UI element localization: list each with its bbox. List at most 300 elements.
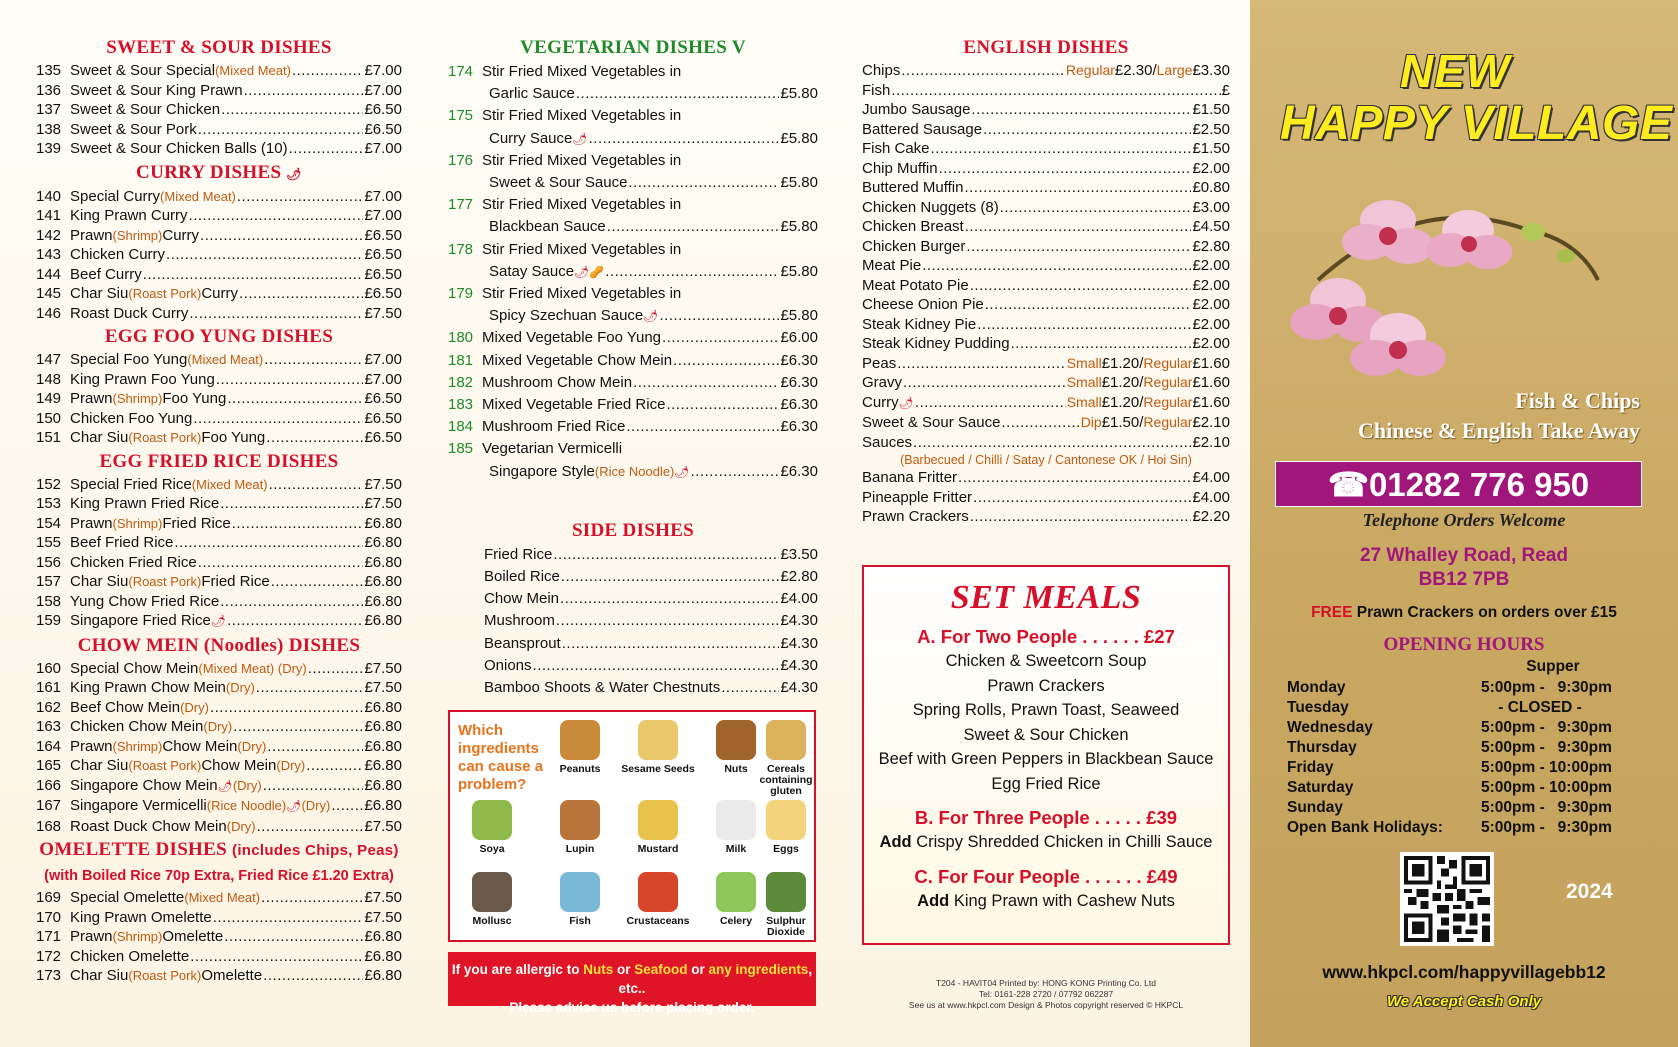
item-name: Stir Fried Mixed Vegetables in bbox=[482, 63, 682, 80]
menu-item-row[interactable] bbox=[36, 966, 402, 986]
item-number: 166 bbox=[36, 776, 62, 794]
item-name: Beansprout bbox=[484, 634, 561, 652]
item-price: £4.00 bbox=[1192, 488, 1230, 506]
fried-rice-title: EGG FRIED RICE DISHES bbox=[99, 450, 339, 472]
menu-item-row[interactable] bbox=[36, 698, 402, 718]
item-name: Chicken Curry bbox=[70, 246, 166, 263]
item-price: £6.80 bbox=[364, 947, 402, 965]
item-number: 165 bbox=[36, 757, 62, 774]
menu-item-row[interactable] bbox=[36, 737, 402, 757]
time-label: - CLOSED - bbox=[1481, 699, 1582, 716]
menu-item-row[interactable] bbox=[862, 256, 1230, 276]
item-price: £1.50 bbox=[1192, 140, 1230, 157]
item-number: 137 bbox=[36, 101, 62, 118]
menu-item-row[interactable] bbox=[36, 370, 402, 390]
menu-item-row[interactable] bbox=[448, 61, 818, 83]
menu-item-row[interactable] bbox=[862, 354, 1230, 374]
menu-item-row[interactable] bbox=[448, 150, 818, 172]
foo-yung-title: EGG FOO YUNG DISHES bbox=[104, 326, 334, 347]
item-name: Meat Potato Pie bbox=[862, 276, 969, 294]
menu-item-row[interactable] bbox=[862, 159, 1230, 179]
item-note: (Rice Noodle) bbox=[594, 463, 675, 479]
menu-item-row[interactable] bbox=[36, 428, 402, 448]
item-name-suffix: Omelette bbox=[201, 967, 263, 984]
item-name: Prawn bbox=[70, 514, 113, 532]
menu-item-row[interactable] bbox=[36, 817, 402, 837]
allergen-sulphur-dioxide bbox=[756, 872, 816, 938]
dot-leader bbox=[193, 409, 363, 429]
dot-leader bbox=[308, 659, 364, 679]
menu-item-row[interactable] bbox=[448, 283, 818, 305]
menu-item-row[interactable] bbox=[36, 494, 402, 514]
item-price: £2.10 bbox=[1192, 433, 1230, 451]
menu-item-row[interactable] bbox=[36, 717, 402, 737]
dot-leader bbox=[174, 533, 363, 553]
item-name: Special Chow Mein bbox=[70, 659, 199, 677]
item-name: Onions bbox=[484, 656, 532, 674]
set-meal-a-line: Prawn Crackers bbox=[987, 676, 1105, 695]
dot-leader bbox=[227, 389, 363, 409]
item-price: £6.50 bbox=[364, 265, 402, 283]
menu-item-row[interactable] bbox=[36, 908, 402, 928]
menu-item-row[interactable] bbox=[36, 61, 402, 81]
menu-item-row[interactable] bbox=[448, 394, 818, 416]
item-name: Mixed Vegetable Chow Mein bbox=[482, 351, 673, 369]
menu-item-row[interactable] bbox=[36, 776, 402, 797]
menu-item-row[interactable] bbox=[862, 393, 1230, 414]
item-note: (Roast Pork) bbox=[128, 574, 202, 589]
dot-leader bbox=[626, 416, 779, 438]
menu-item-row[interactable] bbox=[448, 633, 818, 655]
menu-item-row[interactable] bbox=[862, 237, 1230, 257]
set-meal-a-line: Spring Rolls, Prawn Toast, Seaweed bbox=[912, 701, 1180, 719]
item-name: Bamboo Shoots & Water Chestnuts bbox=[484, 679, 721, 697]
allergen-icon bbox=[472, 872, 512, 912]
item-price: £6.80 bbox=[364, 797, 402, 814]
english-title: ENGLISH DISHES bbox=[963, 37, 1129, 58]
item-price: £4.00 bbox=[780, 590, 818, 608]
item-name: Boiled Rice bbox=[484, 568, 560, 586]
curry-list bbox=[36, 187, 402, 324]
item-name-suffix: Foo Yung bbox=[162, 390, 227, 407]
dot-leader bbox=[721, 677, 779, 699]
dot-leader bbox=[292, 61, 364, 81]
item-name: Special Curry bbox=[70, 187, 161, 205]
item-name: Buttered Muffin bbox=[862, 179, 964, 196]
menu-item-row[interactable] bbox=[862, 276, 1230, 296]
item-note: (Shrimp) bbox=[112, 929, 163, 944]
day-label: Saturday bbox=[1287, 779, 1354, 796]
item-price: £7.50 bbox=[364, 679, 402, 696]
menu-item-row[interactable] bbox=[448, 105, 818, 127]
supper-label: Supper bbox=[1526, 658, 1580, 675]
item-number: 147 bbox=[36, 351, 62, 368]
dot-leader bbox=[958, 468, 1191, 488]
item-price: £7.00 bbox=[364, 140, 402, 157]
size-label: Small bbox=[1066, 393, 1102, 410]
allergen-label: Sulphur Dioxide bbox=[766, 915, 806, 938]
menu-item-row[interactable] bbox=[36, 659, 402, 679]
menu-item-row[interactable] bbox=[36, 678, 402, 698]
item-note: (Shrimp) bbox=[112, 738, 163, 754]
size-label: Regular bbox=[1065, 62, 1115, 78]
set-meal-a-heading: A. For Two People . . . . . . £27 bbox=[917, 626, 1175, 647]
item-price: £5.80 bbox=[780, 218, 818, 236]
opening-hours-title: OPENING HOURS bbox=[1383, 634, 1545, 655]
menu-item-row[interactable] bbox=[36, 514, 402, 534]
menu-item-row[interactable] bbox=[448, 566, 818, 588]
item-name: Prawn bbox=[70, 737, 113, 755]
item-price: £1.60 bbox=[1192, 354, 1230, 372]
dot-leader bbox=[239, 284, 363, 304]
menu-item-row[interactable] bbox=[862, 178, 1230, 198]
item-note: (Roast Pork) bbox=[128, 286, 202, 301]
item-price: £7.00 bbox=[364, 370, 402, 388]
chili-icon: 🌶 bbox=[572, 131, 588, 146]
dot-leader bbox=[576, 83, 780, 105]
allergen-sesame-seeds bbox=[616, 720, 700, 775]
menu-item-row[interactable] bbox=[448, 610, 818, 632]
menu-item-row[interactable] bbox=[862, 120, 1230, 140]
allergen-label: Milk bbox=[725, 843, 747, 855]
allergen-fish bbox=[538, 872, 622, 927]
menu-item-row-cont[interactable] bbox=[448, 461, 818, 483]
menu-item-row[interactable] bbox=[862, 488, 1230, 508]
menu-item-row[interactable] bbox=[36, 245, 402, 265]
menu-item-row[interactable] bbox=[448, 544, 818, 566]
item-number: 135 bbox=[36, 62, 62, 79]
set-meal-a-line: Egg Fried Rice bbox=[991, 774, 1101, 793]
menu-item-row[interactable] bbox=[36, 553, 402, 573]
item-name-suffix: Satay Sauce bbox=[489, 262, 575, 280]
menu-item-row[interactable] bbox=[36, 611, 402, 632]
item-number: 173 bbox=[36, 967, 62, 984]
item-name: Pineapple Fritter bbox=[862, 488, 973, 506]
menu-item-row[interactable] bbox=[36, 927, 402, 947]
item-number: 168 bbox=[36, 817, 62, 835]
size-separator: / bbox=[1139, 354, 1144, 372]
menu-item-row[interactable] bbox=[862, 413, 1230, 433]
menu-item-row-cont[interactable] bbox=[448, 172, 818, 194]
item-name: Sauces bbox=[862, 433, 913, 451]
dot-leader bbox=[628, 172, 779, 194]
item-number: 171 bbox=[36, 928, 62, 945]
item-price: £6.80 bbox=[364, 553, 402, 571]
allergen-label: Lupin bbox=[565, 843, 595, 855]
set-meal-b-heading: B. For Three People . . . . . £39 bbox=[914, 807, 1178, 828]
item-name: Singapore Vermicelli bbox=[70, 797, 207, 814]
item-note: (Dry) bbox=[232, 777, 262, 793]
allergen-icon bbox=[638, 720, 678, 760]
item-note: (Mixed Meat) bbox=[187, 352, 264, 367]
menu-item-row[interactable] bbox=[862, 61, 1230, 81]
item-price: £2.50 bbox=[1192, 120, 1230, 138]
item-price: £7.50 bbox=[364, 889, 402, 906]
menu-item-row[interactable] bbox=[448, 655, 818, 677]
dot-leader bbox=[233, 717, 363, 737]
menu-item-row[interactable] bbox=[862, 507, 1230, 527]
size-separator: / bbox=[1139, 393, 1144, 411]
item-note: (Mixed Meat) (Dry) bbox=[198, 660, 307, 676]
menu-item-row[interactable] bbox=[448, 588, 818, 610]
menu-item-row[interactable] bbox=[448, 677, 818, 699]
menu-item-row[interactable] bbox=[36, 888, 402, 908]
item-number: 167 bbox=[36, 797, 62, 814]
item-name: Beef Fried Rice bbox=[70, 534, 174, 551]
item-price: £6.50 bbox=[364, 226, 402, 244]
item-name: Fish bbox=[862, 81, 891, 99]
item-name: Chips bbox=[862, 62, 901, 79]
item-number: 161 bbox=[36, 679, 62, 696]
item-price: £6.80 bbox=[364, 757, 402, 774]
item-note: (Shrimp) bbox=[112, 227, 163, 243]
allergen-mollusc bbox=[450, 872, 534, 927]
logo-happy-village: HAPPY VILLAGE bbox=[1280, 97, 1673, 150]
chili-icon: 🌶 bbox=[286, 166, 302, 181]
allergen-eggs bbox=[756, 800, 816, 855]
allergen-icon bbox=[560, 800, 600, 840]
item-price: £6.80 bbox=[364, 514, 402, 532]
item-name-suffix: Garlic Sauce bbox=[489, 85, 575, 103]
dot-leader bbox=[269, 475, 364, 495]
item-price: £1.50 bbox=[1192, 101, 1230, 118]
menu-item-row-cont[interactable] bbox=[448, 83, 818, 105]
item-note: (Roast Pork) bbox=[128, 430, 202, 445]
menu-item-row[interactable] bbox=[36, 475, 402, 495]
menu-item-row[interactable] bbox=[36, 350, 402, 370]
omelette-title-note: (includes Chips, Peas) bbox=[232, 842, 399, 859]
item-price: £6.80 bbox=[364, 698, 402, 716]
dot-leader bbox=[965, 217, 1192, 237]
allergen-label: Crustaceans bbox=[626, 915, 690, 927]
item-note: (Dry) bbox=[203, 719, 233, 734]
item-price: £6.30 bbox=[780, 373, 818, 391]
item-note: (Shrimp) bbox=[112, 515, 163, 531]
menu-item-row-cont[interactable] bbox=[448, 305, 818, 327]
item-name: Beef Chow Mein bbox=[70, 698, 181, 716]
item-price: £6.00 bbox=[780, 329, 818, 347]
dot-leader bbox=[897, 354, 1065, 374]
address-postcode: BB12 7PB bbox=[1418, 569, 1510, 590]
dot-leader bbox=[200, 226, 363, 246]
dot-leader bbox=[216, 370, 364, 390]
item-note: (Dry) bbox=[180, 699, 209, 715]
dot-leader bbox=[560, 588, 779, 610]
item-name: Battered Sausage bbox=[862, 120, 983, 138]
chili-icon: 🌶 bbox=[674, 464, 690, 479]
item-number: 153 bbox=[36, 495, 62, 512]
item-name: Chow Mein bbox=[484, 590, 560, 608]
menu-item-row-cont[interactable] bbox=[448, 261, 818, 283]
item-name: Sweet & Sour King Prawn bbox=[70, 81, 243, 99]
item-price: £7.50 bbox=[364, 659, 402, 677]
item-name: Chicken Fried Rice bbox=[70, 553, 197, 571]
dot-leader bbox=[891, 81, 1220, 101]
year-label: 2024 bbox=[1566, 880, 1613, 903]
set-meal-c-item: Add King Prawn with Cashew Nuts bbox=[917, 891, 1175, 910]
menu-item-row[interactable] bbox=[862, 81, 1230, 101]
item-note: (Shrimp) bbox=[112, 391, 163, 406]
allergen-icon bbox=[560, 720, 600, 760]
item-name: Stir Fried Mixed Vegetables in bbox=[482, 285, 682, 303]
item-name: Chicken Breast bbox=[862, 218, 964, 235]
set-meal-b-item: Add Crispy Shredded Chicken in Chilli Sauce bbox=[879, 833, 1213, 851]
menu-item-row[interactable] bbox=[36, 947, 402, 967]
item-note: (Mixed Meat) bbox=[160, 188, 236, 204]
menu-item-row[interactable] bbox=[862, 315, 1230, 335]
day-label: Wednesday bbox=[1287, 719, 1373, 736]
opening-hours-row bbox=[1287, 678, 1647, 698]
qr-code[interactable] bbox=[1400, 852, 1494, 946]
menu-item-row[interactable] bbox=[36, 592, 402, 612]
menu-item-row[interactable] bbox=[862, 100, 1230, 120]
item-name: Beef Curry bbox=[70, 265, 142, 283]
day-label: Friday bbox=[1287, 759, 1334, 776]
dot-leader bbox=[198, 553, 364, 573]
set-meals-title: SET MEALS bbox=[950, 579, 1142, 616]
menu-item-row[interactable] bbox=[36, 187, 402, 207]
item-price: £6.80 bbox=[364, 718, 402, 735]
item-name: Sweet & Sour Chicken Balls (10) bbox=[70, 140, 288, 157]
set-meals-box bbox=[862, 565, 1230, 945]
menu-item-row[interactable] bbox=[448, 438, 818, 460]
menu-item-row[interactable] bbox=[36, 265, 402, 285]
menu-item-row[interactable] bbox=[36, 756, 402, 776]
item-name: Peas bbox=[862, 354, 897, 372]
menu-item-row[interactable] bbox=[862, 139, 1230, 159]
item-name: Steak Kidney Pudding bbox=[862, 335, 1010, 352]
side-dishes-title: SIDE DISHES bbox=[571, 519, 695, 541]
item-price: £6.80 bbox=[364, 534, 402, 551]
item-name: Special Fried Rice bbox=[70, 475, 192, 493]
item-number: 174 bbox=[448, 63, 474, 80]
menu-item-row[interactable] bbox=[862, 468, 1230, 488]
menu-item-row[interactable] bbox=[36, 533, 402, 553]
item-name-suffix: Curry bbox=[201, 285, 238, 302]
menu-item-row[interactable] bbox=[448, 372, 818, 394]
item-number: 179 bbox=[448, 285, 474, 303]
website-link[interactable]: www.hkpcl.com/happyvillagebb12 bbox=[1322, 962, 1606, 982]
item-price: £2.00 bbox=[1192, 257, 1230, 274]
item-price: £2.00 bbox=[1192, 159, 1230, 177]
side-dishes-list bbox=[448, 544, 818, 699]
menu-item-row[interactable] bbox=[862, 198, 1230, 218]
menu-item-row[interactable] bbox=[448, 416, 818, 438]
dot-leader bbox=[922, 256, 1191, 276]
item-price: £6.50 bbox=[364, 409, 402, 427]
item-name-suffix: Singapore Style bbox=[489, 462, 595, 480]
menu-item-row[interactable] bbox=[36, 572, 402, 592]
item-note: (Dry) bbox=[226, 818, 256, 834]
item-number: 169 bbox=[36, 889, 62, 906]
item-name: Stir Fried Mixed Vegetables in bbox=[482, 151, 682, 169]
allergen-icon bbox=[638, 800, 678, 840]
item-name-suffix: Chow Mein bbox=[201, 757, 277, 774]
item-price: £7.50 bbox=[364, 908, 402, 926]
menu-item-row-cont[interactable] bbox=[448, 216, 818, 238]
dot-leader bbox=[605, 261, 779, 283]
item-name: Fried Rice bbox=[484, 545, 553, 563]
menu-item-row[interactable] bbox=[36, 796, 402, 817]
menu-item-row[interactable] bbox=[448, 239, 818, 261]
item-number: 172 bbox=[36, 947, 62, 965]
dot-leader bbox=[970, 507, 1192, 527]
item-price: £7.00 bbox=[364, 187, 402, 205]
item-number: 164 bbox=[36, 737, 62, 755]
item-price: £4.30 bbox=[780, 679, 818, 697]
item-price: £6.80 bbox=[364, 737, 402, 755]
phone-number[interactable]: ☎01282 776 950 bbox=[1275, 461, 1642, 507]
menu-item-row[interactable] bbox=[36, 304, 402, 324]
menu-item-row[interactable] bbox=[36, 389, 402, 409]
item-number: 162 bbox=[36, 698, 62, 716]
menu-item-row[interactable] bbox=[36, 206, 402, 226]
allergen-label: Mustard bbox=[637, 843, 679, 855]
item-price: £7.00 bbox=[364, 81, 402, 99]
item-price: £7.50 bbox=[364, 475, 402, 493]
menu-item-row[interactable] bbox=[862, 334, 1230, 354]
item-name: Chicken Omelette bbox=[70, 947, 190, 965]
chow-mein-list bbox=[36, 659, 402, 837]
menu-item-row[interactable] bbox=[448, 194, 818, 216]
item-number: 138 bbox=[36, 120, 62, 138]
item-number: 155 bbox=[36, 534, 62, 551]
orchid-bloom bbox=[1342, 200, 1434, 264]
menu-item-row[interactable] bbox=[36, 139, 402, 159]
menu-item-row[interactable] bbox=[862, 295, 1230, 315]
item-name: King Prawn Chow Mein bbox=[70, 679, 226, 696]
item-number: 152 bbox=[36, 475, 62, 493]
menu-item-row[interactable] bbox=[448, 350, 818, 372]
menu-item-row[interactable] bbox=[862, 217, 1230, 237]
allergen-lupin bbox=[538, 800, 622, 855]
time-label: 5:00pm - 9:30pm bbox=[1481, 799, 1612, 816]
menu-item-row-cont[interactable] bbox=[448, 128, 818, 150]
menu-item-row[interactable] bbox=[36, 284, 402, 304]
item-price: £ bbox=[1221, 81, 1230, 99]
item-name: Char Siu bbox=[70, 967, 129, 984]
dot-leader bbox=[633, 372, 779, 394]
dot-leader bbox=[983, 120, 1191, 140]
dot-leader bbox=[224, 927, 363, 947]
menu-item-row[interactable] bbox=[36, 81, 402, 101]
chili-icon: 🌶🥜 bbox=[574, 264, 605, 279]
item-price: £6.30 bbox=[780, 351, 818, 369]
allergen-label: Fish bbox=[569, 915, 591, 927]
menu-item-row[interactable] bbox=[36, 409, 402, 429]
allergen-label: Soya bbox=[479, 843, 505, 855]
dot-leader bbox=[267, 737, 363, 757]
menu-item-row[interactable] bbox=[862, 373, 1230, 393]
dot-leader bbox=[264, 350, 363, 370]
menu-item-row[interactable] bbox=[448, 327, 818, 349]
allergen-icon bbox=[716, 800, 756, 840]
dot-leader bbox=[256, 678, 364, 698]
size-separator: / bbox=[1152, 62, 1157, 79]
menu-item-row[interactable] bbox=[862, 433, 1230, 453]
item-name: Roast Duck Curry bbox=[70, 304, 189, 322]
day-label: Sunday bbox=[1287, 799, 1343, 816]
opening-hours-row bbox=[1287, 798, 1647, 818]
dot-leader bbox=[166, 245, 363, 265]
item-name: Mixed Vegetable Fried Rice bbox=[482, 396, 666, 414]
omelette-list bbox=[36, 888, 402, 986]
menu-item-row[interactable] bbox=[36, 226, 402, 246]
set-meal-a-line: Sweet & Sour Chicken bbox=[963, 725, 1129, 744]
menu-item-row[interactable] bbox=[36, 120, 402, 140]
time-label: 5:00pm - 9:30pm bbox=[1481, 819, 1612, 836]
menu-item-row[interactable] bbox=[36, 100, 402, 120]
